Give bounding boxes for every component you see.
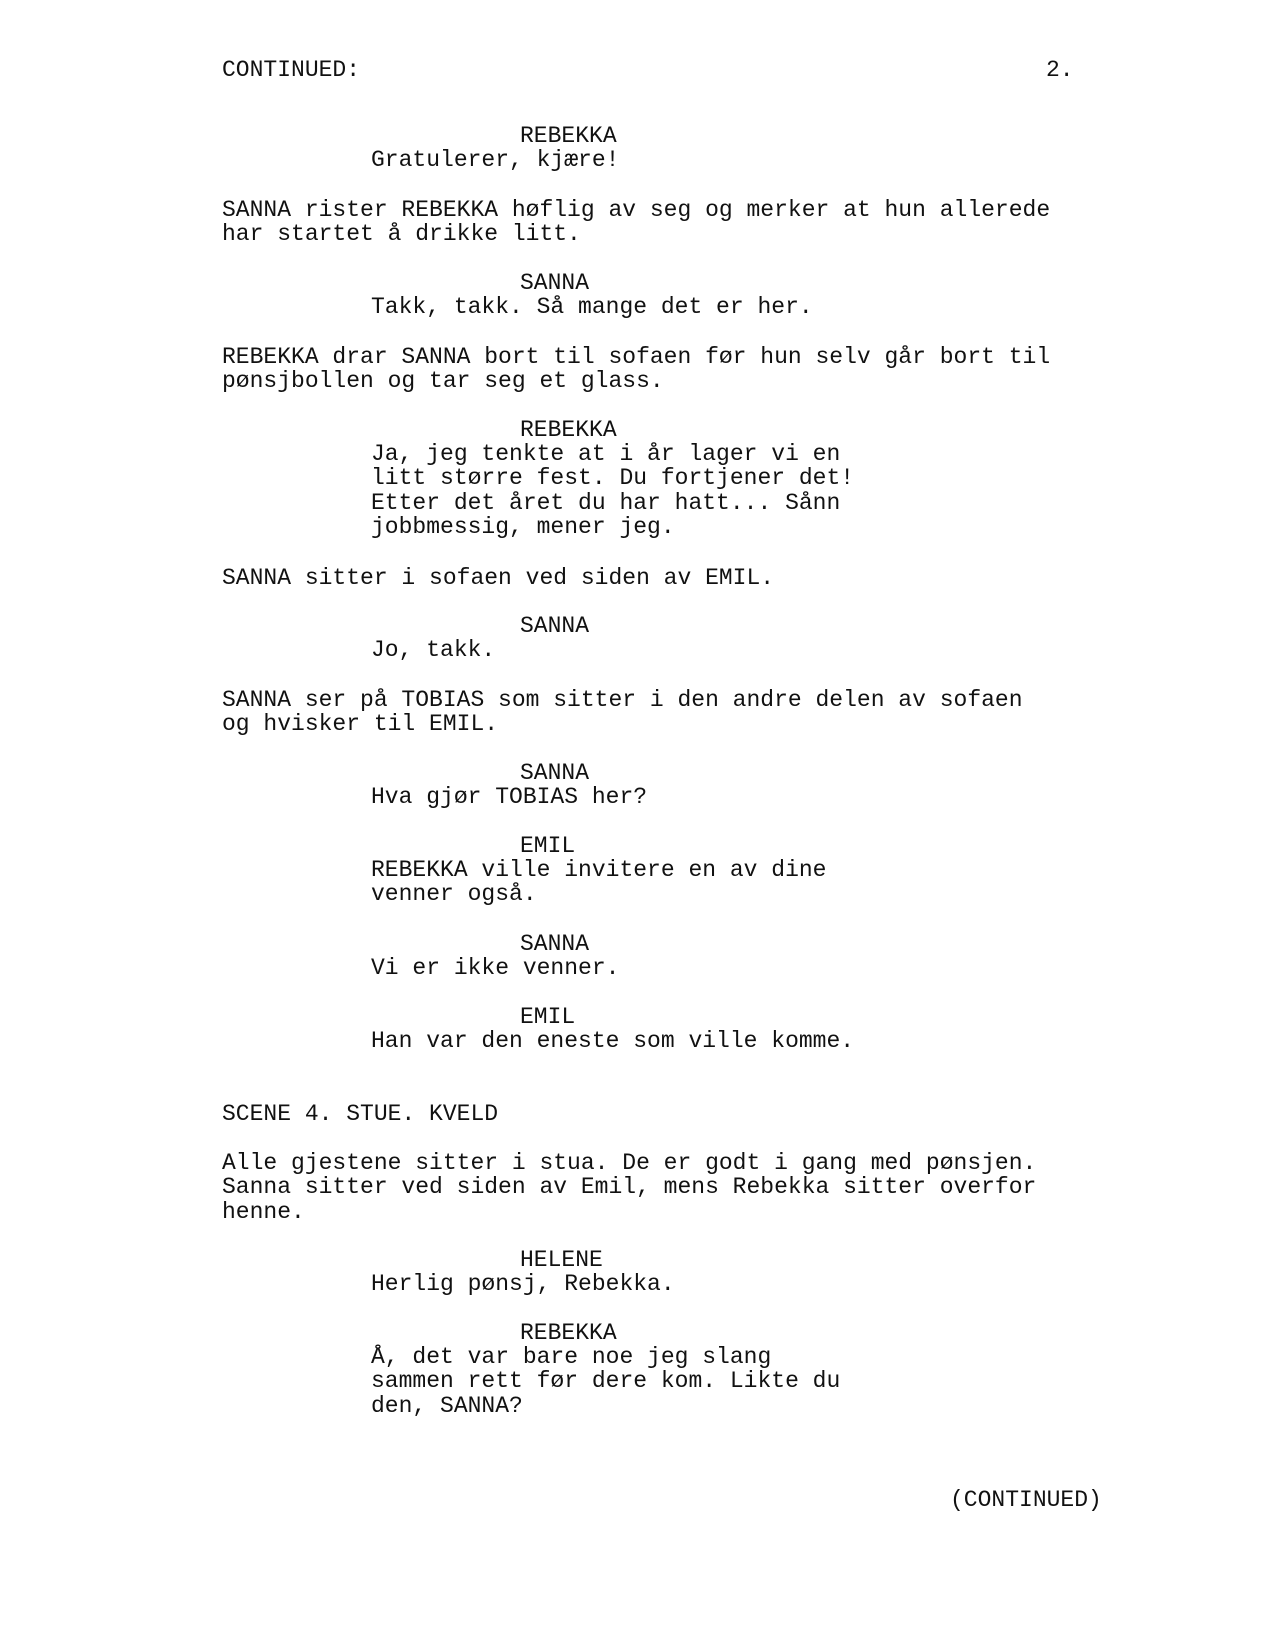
character-cue: EMIL [520, 833, 576, 859]
action-line: SANNA rister REBEKKA høflig av seg og merker at hun allerede [222, 197, 1051, 223]
dialogue-block [371, 858, 826, 907]
dialogue-block [371, 442, 854, 540]
action-line: Alle gjestene sitter i stua. De er godt i gang med pønsjen. [222, 1150, 1037, 1176]
page-number: 2. [1046, 57, 1074, 83]
character-cue: REBEKKA [520, 123, 617, 149]
dialogue-line: Hva gjør TOBIAS her? [371, 784, 648, 810]
dialogue-line: sammen rett før dere kom. Likte du [371, 1368, 841, 1395]
action-line: henne. [222, 1198, 305, 1225]
dialogue-line: Gratulerer, kjære! [371, 147, 620, 173]
character-cue: SANNA [520, 760, 590, 786]
character-cue: REBEKKA [520, 1320, 617, 1346]
dialogue-block [371, 148, 619, 172]
action-block [222, 345, 1050, 394]
dialogue-block [371, 1272, 675, 1296]
dialogue-line: REBEKKA ville invitere en av dine [371, 857, 827, 883]
action-line: Sanna sitter ved siden av Emil, mens Rebekka sitter overfor [222, 1174, 1037, 1201]
dialogue-line: Takk, takk. Så mange det er her. [371, 294, 813, 320]
dialogue-line: litt større fest. Du fortjener det! [371, 465, 855, 492]
action-line: har startet å drikke litt. [222, 221, 581, 248]
dialogue-block [371, 295, 813, 319]
dialogue-line: Å, det var bare noe jeg slang [371, 1344, 772, 1370]
dialogue-block [371, 638, 495, 662]
action-line: og hvisker til EMIL. [222, 711, 499, 738]
dialogue-line: Etter det året du har hatt... Sånn [371, 489, 841, 516]
dialogue-line: Jo, takk. [371, 637, 496, 663]
action-block [222, 688, 1023, 737]
dialogue-block [371, 1345, 840, 1418]
dialogue-line: Vi er ikke venner. [371, 955, 620, 981]
character-cue: HELENE [520, 1247, 603, 1273]
continued-footer: (CONTINUED) [950, 1487, 1102, 1513]
dialogue-line: Ja, jeg tenkte at i år lager vi en [371, 441, 841, 467]
action-line: SANNA ser på TOBIAS som sitter i den andre delen av sofaen [222, 687, 1023, 713]
character-cue: SANNA [520, 270, 590, 296]
action-line: REBEKKA drar SANNA bort til sofaen før hun selv går bort til [222, 344, 1051, 370]
dialogue-block [371, 1029, 854, 1053]
action-block [222, 1151, 1036, 1224]
dialogue-block [371, 956, 619, 980]
scene-heading: SCENE 4. STUE. KVELD [222, 1101, 499, 1127]
action-block [222, 566, 774, 590]
dialogue-block [371, 785, 647, 809]
action-line: pønsjbollen og tar seg et glass. [222, 368, 664, 395]
character-cue: SANNA [520, 613, 590, 639]
dialogue-line: Han var den eneste som ville komme. [371, 1028, 855, 1054]
dialogue-line: venner også. [371, 881, 537, 908]
action-line: SANNA sitter i sofaen ved siden av EMIL. [222, 565, 775, 591]
dialogue-line: jobbmessig, mener jeg. [371, 514, 675, 541]
action-block [222, 198, 1050, 247]
character-cue: SANNA [520, 931, 590, 957]
character-cue: REBEKKA [520, 417, 617, 443]
dialogue-line: Herlig pønsj, Rebekka. [371, 1271, 675, 1297]
continued-header: CONTINUED: [222, 57, 361, 83]
character-cue: EMIL [520, 1004, 576, 1030]
dialogue-line: den, SANNA? [371, 1392, 523, 1419]
